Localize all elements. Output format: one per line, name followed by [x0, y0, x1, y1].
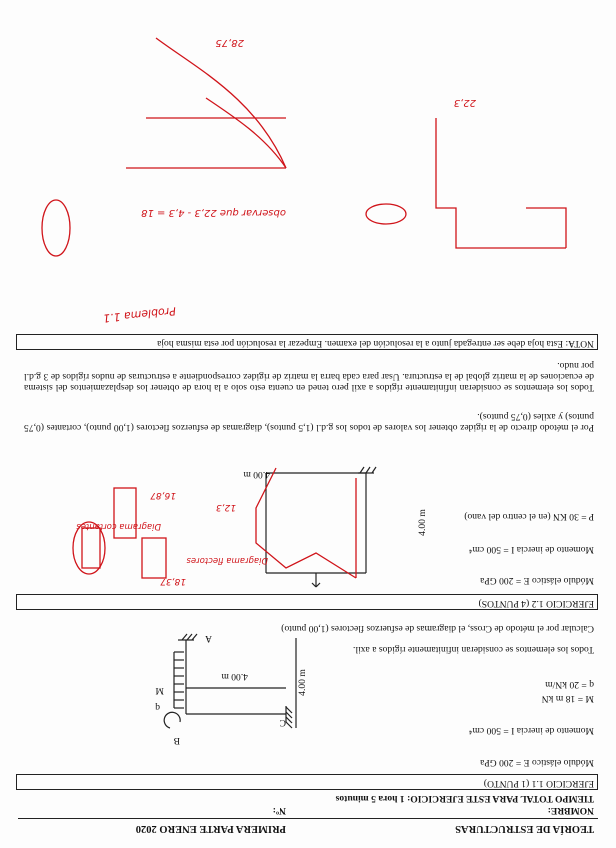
label-q: q [155, 702, 160, 713]
ex12-inertia: Momento de inercia I = 500 cm⁴ [469, 544, 594, 555]
number-label: Nº: [272, 805, 286, 816]
red-value-c: 12,3 [215, 502, 236, 512]
ex12-instructions: Por el método directo de la rigidez obtener los valores de todos los g.d.l (1,5 puntos), diagramas de esfuerzos flectores (1,00 punto), cortantes (0,75 puntos) y axiles (0,75 puntos). [24, 410, 594, 433]
label-B-ex11: B [173, 735, 180, 746]
label-M: M [155, 685, 164, 696]
total-time: TIEMPO TOTAL PARA ESTE EJERCICIO: 1 hora 5 minutos [335, 793, 594, 804]
red-diagram-label: Diagrama flectores [186, 555, 268, 565]
ex11-inertia: Momento de inercia I = 500 cm⁴ [469, 725, 594, 736]
ex11-moment: M = 18 m kN [541, 693, 594, 704]
red-equation: observar que 22,3 - 4,3 = 18 [141, 207, 286, 218]
handwritten-problem-title: Problema 1.1 [102, 304, 177, 325]
header-right: PRIMERA PARTE ENERO 2020 [135, 823, 286, 834]
red-value-a: 18,37 [160, 576, 186, 586]
exercise-1-1-title: EJERCICIO 1.1 (1 PUNTO) [483, 778, 594, 789]
ex11-frame-diagram [156, 628, 436, 788]
final-note: NOTA: Esta hoja debe ser entregada junto a la resolución del examen. Empezar la resolución por esta misma hoja [157, 338, 594, 349]
ex12-dim-4m-a: 4.00 m [243, 469, 270, 480]
ex11-rigid-axial: Todos los elementos se consideran infinitamente rígidos a axil. [353, 644, 594, 655]
ex11-elastic-modulus: Módulo elástico E = 200 GPa [480, 757, 594, 768]
exercise-1-2-title: EJERCICIO 1.2 (4 PUNTOS) [478, 598, 594, 609]
red-value-e: 22,3 [453, 97, 476, 108]
red-value-d: 28,75 [215, 37, 244, 48]
red-value-b: 16,87 [150, 490, 176, 500]
ex12-dim-4m-b: 4.00 m [417, 509, 429, 536]
header-left: TEORÍA DE ESTRUCTURAS [455, 823, 594, 834]
ex12-point-load: P = 30 KN (en el centro del vano) [464, 511, 594, 522]
ex11-cross-task: Calcular por el método de Cross, el diagramas de esfuerzos flectores (1,00 punto) [281, 623, 594, 634]
red-axial-label: Diagrama cortantes [76, 521, 161, 531]
name-label: NOMBRE: [547, 805, 594, 816]
label-A-ex11: A [205, 633, 212, 644]
ex11-dim-horizontal: 4.00 m [221, 671, 248, 682]
ex12-elastic-modulus: Módulo elástico E = 200 GPa [480, 575, 594, 586]
ex11-load: q = 20 kN/m [545, 679, 594, 690]
handwritten-solution-sketches [26, 28, 586, 268]
ex11-dim-vertical: 4.00 m [297, 669, 309, 696]
label-C-ex11: C [279, 717, 286, 728]
ex12-note-rigid: Todos los elementos se consideran infinitamente rígidos a axil pero tened en cuenta esto solo a la hora de obtener los desplazamientos del sistema de ecuaciones de la matriz global de la estructura. Usar para cada barra la matriz de rigidez correspondiente a estructuras de nudos rígidos de 3 g.d.l por nudo. [24, 359, 594, 393]
